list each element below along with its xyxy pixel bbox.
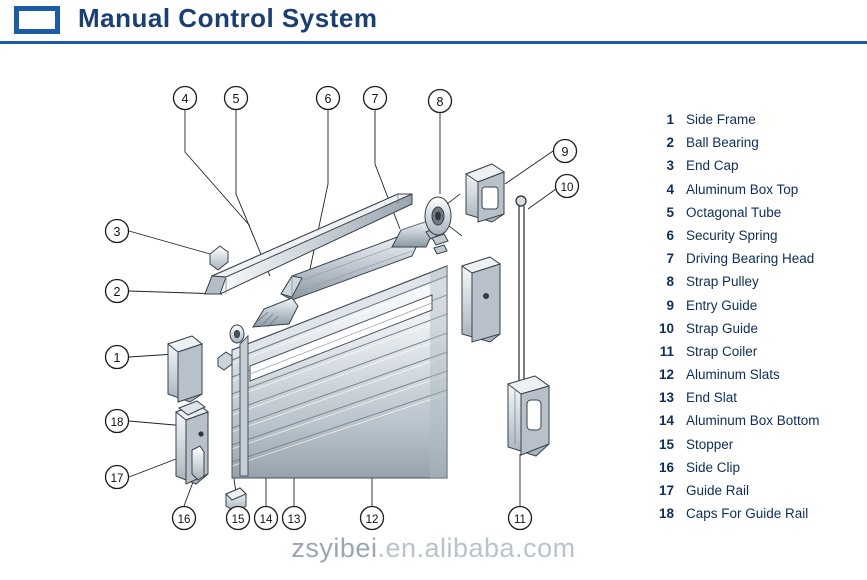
part-aluminum-box-bottom <box>240 336 248 476</box>
svg-text:10: 10 <box>560 182 574 194</box>
legend-item <box>648 112 863 135</box>
legend-item <box>648 506 863 529</box>
callout-11 <box>509 507 532 530</box>
legend-label: Aluminum Slats <box>686 367 780 383</box>
legend-number: 14 <box>658 413 674 429</box>
legend-number: 13 <box>658 390 674 406</box>
legend-item <box>648 274 863 297</box>
legend-number: 3 <box>666 158 674 174</box>
part-side-clip <box>192 446 204 480</box>
callout-4 <box>174 87 197 110</box>
legend-number: 6 <box>666 227 674 243</box>
watermark-prefix: zsyibei <box>291 533 378 563</box>
svg-text:2: 2 <box>113 285 121 299</box>
callout-7 <box>364 87 387 110</box>
part-strap-pulley <box>425 194 462 254</box>
legend-number: 8 <box>666 274 674 290</box>
legend-label: Side Clip <box>686 459 741 475</box>
part-strap-guide <box>462 257 500 342</box>
legend-item <box>648 205 863 228</box>
legend-number: 12 <box>658 367 674 383</box>
callout-8 <box>429 90 452 113</box>
callout-2 <box>106 280 129 303</box>
legend-label: Security Spring <box>686 227 778 243</box>
callout-12 <box>361 507 384 530</box>
callout-17 <box>106 466 129 489</box>
part-side-frame <box>168 336 202 402</box>
legend-number: 16 <box>658 459 674 475</box>
legend-item <box>648 390 863 413</box>
legend-label: Ball Bearing <box>686 135 759 151</box>
legend-label: End Slat <box>686 390 738 406</box>
svg-text:5: 5 <box>232 92 240 106</box>
legend-item <box>648 298 863 321</box>
svg-text:1: 1 <box>113 351 121 365</box>
callout-3 <box>106 220 129 243</box>
parts-legend <box>648 112 863 529</box>
legend-label: Entry Guide <box>686 297 758 313</box>
svg-text:17: 17 <box>110 473 124 485</box>
part-end-cap <box>210 246 228 270</box>
svg-text:6: 6 <box>324 92 332 106</box>
legend-number: 2 <box>666 135 674 151</box>
legend-label: Stopper <box>686 436 734 452</box>
header-accent-block <box>14 6 60 34</box>
legend-label: Octagonal Tube <box>686 204 782 220</box>
exploded-view-diagram <box>0 44 648 544</box>
svg-text:12: 12 <box>365 514 379 526</box>
svg-text:4: 4 <box>181 92 189 106</box>
svg-text:3: 3 <box>113 225 121 239</box>
callout-14 <box>255 507 278 530</box>
svg-text:13: 13 <box>287 514 301 526</box>
legend-label: Strap Guide <box>686 320 759 336</box>
legend-number: 5 <box>666 204 674 220</box>
legend-label: Driving Bearing Head <box>686 251 815 267</box>
legend-label: Guide Rail <box>686 483 750 498</box>
callout-15 <box>227 507 250 530</box>
callout-13 <box>283 507 306 530</box>
legend-label: Caps For Guide Rail <box>686 506 809 522</box>
legend-item <box>648 251 863 274</box>
legend-number: 10 <box>658 320 674 336</box>
legend-item <box>648 158 863 181</box>
legend-item <box>648 483 863 506</box>
callout-1 <box>106 346 129 369</box>
legend-item <box>648 344 863 367</box>
legend-number: 4 <box>666 181 674 197</box>
page-title: Manual Control System <box>78 3 378 33</box>
svg-text:9: 9 <box>561 145 569 159</box>
svg-text:14: 14 <box>259 514 273 526</box>
callout-18 <box>106 410 129 433</box>
legend-item <box>648 135 863 158</box>
svg-text:7: 7 <box>371 92 379 106</box>
legend-number: 15 <box>658 436 674 452</box>
header-accent-inner <box>19 11 55 29</box>
legend-number: 11 <box>659 343 674 359</box>
legend-label: Side Frame <box>686 112 756 127</box>
legend-label: Strap Pulley <box>686 274 759 290</box>
legend-number: 7 <box>666 251 674 267</box>
legend-item <box>648 182 863 205</box>
legend-label: End Cap <box>686 158 739 174</box>
legend-number: 1 <box>666 112 674 127</box>
callout-9 <box>554 140 577 163</box>
svg-text:15: 15 <box>231 514 245 526</box>
legend-number: 18 <box>658 506 674 522</box>
strap-line <box>516 196 526 384</box>
legend-item <box>648 460 863 483</box>
legend-item <box>648 437 863 460</box>
legend-number: 17 <box>658 483 674 498</box>
svg-text:8: 8 <box>436 95 444 109</box>
svg-text:11: 11 <box>514 514 526 526</box>
callout-5 <box>225 87 248 110</box>
callout-6 <box>317 87 340 110</box>
legend-label: Aluminum Box Bottom <box>686 413 820 429</box>
callout-16 <box>173 507 196 530</box>
part-security-spring <box>253 298 298 327</box>
page-header <box>0 0 867 44</box>
part-entry-guide <box>466 164 504 222</box>
legend-label: Strap Coiler <box>686 343 758 359</box>
legend-item <box>648 413 863 436</box>
legend-item <box>648 321 863 344</box>
svg-text:18: 18 <box>110 417 124 429</box>
watermark <box>0 533 867 564</box>
callout-10 <box>556 175 579 198</box>
svg-text:16: 16 <box>177 514 191 526</box>
legend-number: 9 <box>666 297 674 313</box>
part-strap-coiler <box>508 376 549 456</box>
legend-item <box>648 228 863 251</box>
watermark-suffix: .en.alibaba.com <box>377 533 576 563</box>
legend-item <box>648 367 863 390</box>
legend-label: Aluminum Box Top <box>686 181 799 197</box>
